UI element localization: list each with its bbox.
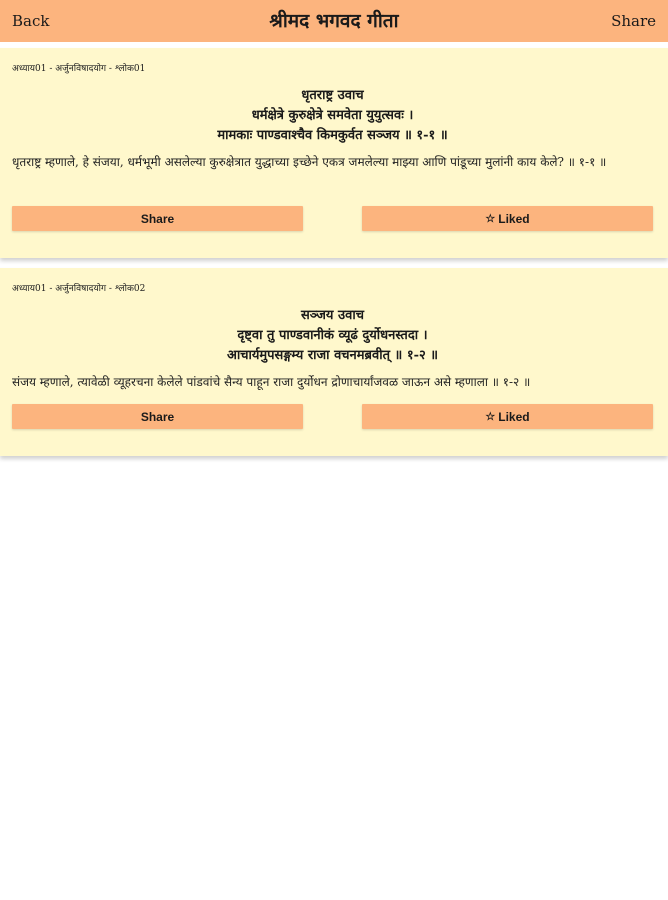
page-title: श्रीमद भगवद गीता <box>269 10 399 32</box>
verse-actions <box>12 206 653 231</box>
liked-button-label: Liked <box>498 211 530 226</box>
verse-meaning: संजय म्हणाले, त्यावेळी व्यूहरचना केलेले पांडवांचे सैन्य पाहून राजा दुर्योधन द्रोणाचार्यांजवळ जाऊन असे म्हणाला ॥ १-२ ॥ <box>12 375 531 389</box>
verse-reference: अध्याय01 - अर्जुनविषादयोग - श्लोक02 <box>12 284 146 294</box>
verse-line: मामकाः पाण्डवाश्चैव किमकुर्वत सञ्जय ॥ १-१ ॥ <box>217 128 448 143</box>
verse-line: आचार्यमुपसङ्गम्य राजा वचनमब्रवीत् ॥ १-२ ॥ <box>226 348 439 363</box>
verse-line: दृष्ट्वा तु पाण्डवानीकं व्यूढं दुर्योधनस्तदा । <box>237 328 428 343</box>
share-button[interactable] <box>12 404 303 429</box>
liked-button[interactable] <box>362 206 653 231</box>
verse-actions <box>12 404 653 429</box>
verse-card <box>0 48 668 258</box>
liked-button[interactable] <box>362 404 653 429</box>
liked-button-label: Liked <box>498 409 530 424</box>
back-button[interactable]: Back <box>12 12 50 30</box>
verse-line: धर्मक्षेत्रे कुरुक्षेत्रे समवेता युयुत्सवः । <box>251 108 414 123</box>
verse-reference: अध्याय01 - अर्जुनविषादयोग - श्लोक01 <box>12 64 146 74</box>
app-header <box>0 0 668 42</box>
verse-line: सञ्जय उवाच <box>301 308 364 323</box>
verse-text <box>12 306 653 366</box>
verse-text <box>12 86 653 146</box>
verse-line: धृतराष्ट्र उवाच <box>301 88 364 103</box>
star-icon: ☆ <box>485 213 496 225</box>
star-icon: ☆ <box>485 411 496 423</box>
share-button[interactable] <box>12 206 303 231</box>
verse-meaning: धृतराष्ट्र म्हणाले, हे संजया, धर्मभूमी असलेल्या कुरुक्षेत्रात युद्धाच्या इच्छेने एकत्र जमलेल्या माझ्या आणि पांडूच्या मुलांनी काय केले? ॥ १-१ ॥ <box>12 155 607 169</box>
share-button-label: Share <box>140 409 175 424</box>
share-button-label: Share <box>140 211 175 226</box>
verse-card <box>0 268 668 456</box>
header-share-button[interactable]: Share <box>611 12 656 30</box>
